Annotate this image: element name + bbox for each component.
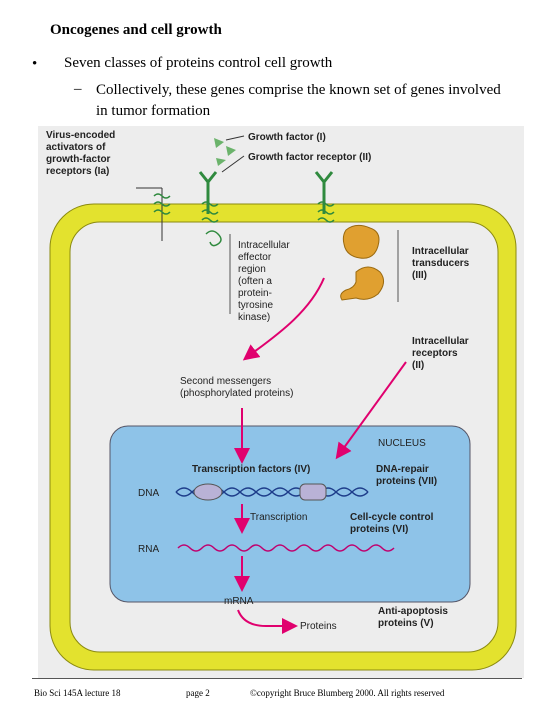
gfr-leader bbox=[222, 156, 244, 172]
effector-label-2: effector bbox=[238, 252, 272, 263]
effector-label-5: protein- bbox=[238, 288, 272, 299]
cell-cycle-label-2: proteins (VI) bbox=[350, 524, 409, 535]
receptors-label-2: receptors bbox=[412, 348, 458, 359]
dna-repair-label-1: DNA-repair bbox=[376, 464, 429, 475]
transducers-label-3: (III) bbox=[412, 270, 427, 281]
second-messengers-label-1: Second messengers bbox=[180, 376, 272, 387]
footer-rule bbox=[32, 678, 522, 679]
cell-diagram bbox=[38, 126, 524, 678]
effector-label-3: region bbox=[238, 264, 266, 275]
sub-bullet-marker: – bbox=[74, 81, 82, 97]
virus-label-1: Virus-encoded bbox=[46, 130, 116, 141]
tf-label: Transcription factors (IV) bbox=[192, 464, 311, 475]
gf-receptor-label: Growth factor receptor (II) bbox=[248, 152, 372, 163]
footer-course: Bio Sci 145A lecture 18 bbox=[34, 688, 121, 698]
growth-factor-triangle bbox=[226, 146, 236, 156]
virus-label-4: receptors (Ia) bbox=[46, 166, 110, 177]
slide-title: Oncogenes and cell growth bbox=[50, 22, 222, 38]
effector-label-1: Intracellular bbox=[238, 240, 290, 251]
virus-label-2: activators of bbox=[46, 142, 106, 153]
cell-cycle-label-1: Cell-cycle control bbox=[350, 512, 434, 523]
tf-protein-1 bbox=[194, 484, 222, 500]
mrna-label: mRNA bbox=[224, 596, 254, 607]
gf-leader bbox=[226, 136, 244, 140]
cell-diagram-svg bbox=[38, 126, 524, 678]
receptors-label-3: (II) bbox=[412, 360, 425, 371]
effector-label-4: (often a bbox=[238, 276, 272, 287]
second-messengers-label-2: (phosphorylated proteins) bbox=[180, 388, 294, 399]
footer-copyright: ©copyright Bruce Blumberg 2000. All rights reserved bbox=[250, 688, 445, 698]
nucleus-label: NUCLEUS bbox=[378, 438, 426, 449]
transducer-blob-1 bbox=[343, 225, 379, 258]
sub-bullet-text: Collectively, these genes comprise the known set of genes involved in tumor formation bbox=[96, 82, 501, 119]
tf-protein-2 bbox=[300, 484, 326, 500]
anti-apoptosis-label-1: Anti-apoptosis bbox=[378, 606, 448, 617]
growth-factor-triangle bbox=[214, 138, 224, 148]
footer-page: page 2 bbox=[186, 688, 210, 698]
growth-factor-triangle bbox=[216, 158, 226, 166]
receptors-label-1: Intracellular bbox=[412, 336, 469, 347]
proteins-label: Proteins bbox=[300, 621, 337, 632]
effector-label-6: tyrosine bbox=[238, 300, 274, 311]
growth-factor-label: Growth factor (I) bbox=[248, 132, 326, 143]
effector-label-7: kinase) bbox=[238, 312, 271, 323]
bullet-text: Seven classes of proteins control cell growth bbox=[64, 55, 333, 71]
anti-apoptosis-label-2: proteins (V) bbox=[378, 618, 434, 629]
transducers-label-1: Intracellular bbox=[412, 246, 469, 257]
transcription-label: Transcription bbox=[250, 512, 308, 523]
rna-label: RNA bbox=[138, 544, 160, 555]
virus-label-3: growth-factor bbox=[46, 154, 111, 165]
dna-label: DNA bbox=[138, 488, 160, 499]
bullet-marker: • bbox=[32, 56, 38, 72]
transducers-label-2: transducers bbox=[412, 258, 470, 269]
dna-repair-label-2: proteins (VII) bbox=[376, 476, 438, 487]
